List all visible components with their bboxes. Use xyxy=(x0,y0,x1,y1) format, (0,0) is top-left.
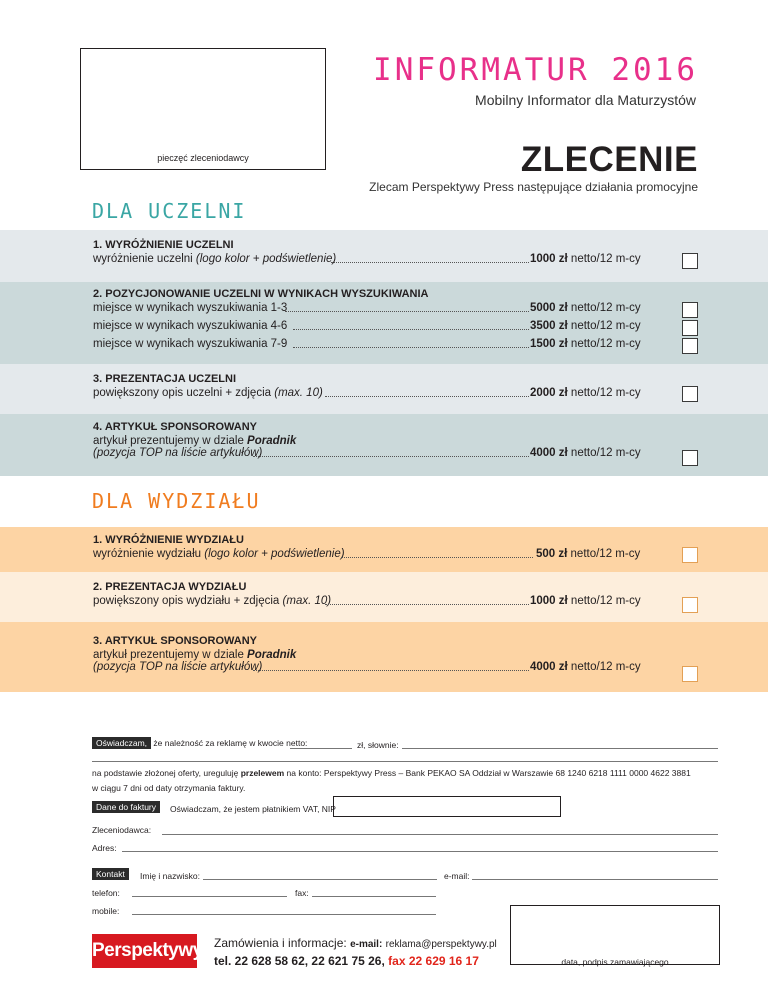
mobile-field[interactable] xyxy=(132,913,436,915)
dotted-leader xyxy=(253,455,529,457)
option-line xyxy=(93,302,768,320)
adres-field[interactable] xyxy=(122,850,718,852)
checkbox-pozycja-7-9[interactable] xyxy=(682,338,698,354)
phone-field[interactable] xyxy=(132,895,287,897)
option-price: 1500 zł netto/12 m-cy xyxy=(530,338,641,350)
oswiadczam-row xyxy=(92,738,307,748)
option-line xyxy=(93,661,768,679)
option-desc-italic: (logo kolor + podświetlenie) xyxy=(195,253,337,265)
zl-slownie-label: zł, słownie: xyxy=(357,740,399,750)
option-desc: miejsce w wynikach wyszukiwania 4-6 xyxy=(93,320,288,332)
option-price: 1000 zł netto/12 m-cy xyxy=(530,595,641,607)
option-desc: wyróżnienie uczelni xyxy=(93,253,193,265)
section-heading-wydzialu: DLA WYDZIAŁU xyxy=(92,489,261,513)
document-title: ZLECENIE xyxy=(520,140,698,179)
option-group-pozycjonowanie xyxy=(0,282,768,364)
checkbox-pozycja-4-6[interactable] xyxy=(682,320,698,336)
dotted-leader xyxy=(341,556,533,558)
email-link[interactable]: reklama@perspektywy.pl xyxy=(385,939,497,950)
dotted-leader xyxy=(293,328,529,330)
option-desc: artykuł prezentujemy w dziale Poradnik xyxy=(93,649,297,661)
name-label: Imię i nazwisko: xyxy=(140,871,200,881)
stamp-box xyxy=(80,48,326,170)
dotted-leader xyxy=(325,603,529,605)
option-desc-italic: (max. 10) xyxy=(282,595,332,607)
option-line xyxy=(93,595,768,613)
option-group-wyroznienie-uczelni xyxy=(0,230,768,282)
perspektywy-logo: Perspektywy xyxy=(92,934,197,968)
option-line xyxy=(93,253,768,271)
option-price: 3500 zł netto/12 m-cy xyxy=(530,320,641,332)
adres-label: Adres: xyxy=(92,843,117,853)
signature-label: data, podpis zamawiającego xyxy=(561,957,669,967)
invoice-tag-row xyxy=(92,802,160,812)
brand-title: INFORMATUR 2016 xyxy=(373,52,698,88)
option-title: 1. WYRÓŻNIENIE WYDZIAŁU xyxy=(93,534,244,546)
option-price: 4000 zł netto/12 m-cy xyxy=(530,661,641,673)
zleceniodawca-label: Zleceniodawca: xyxy=(92,825,152,835)
checkbox-prezentacja-wydzialu[interactable] xyxy=(682,597,698,613)
mobile-label: mobile: xyxy=(92,906,120,916)
option-desc: powiększony opis uczelni + zdjęcia xyxy=(93,387,272,399)
amount-words-field-line2[interactable] xyxy=(92,760,718,762)
amount-words-field[interactable] xyxy=(402,747,718,749)
option-line xyxy=(93,320,768,338)
fax-label: fax: xyxy=(295,888,309,898)
section-heading-uczelni: DLA UCZELNI xyxy=(92,199,247,223)
contact-tag: Kontakt xyxy=(92,868,129,880)
payment-text: na podstawie złożonej oferty, ureguluję przelewem na konto: Perspektywy Press – Bank PEKAO SA Oddział w Warszawie 68 1240 6218 1111 0000 4622 3881 xyxy=(92,768,691,778)
option-price: 500 zł netto/12 m-cy xyxy=(536,548,641,560)
amount-field[interactable] xyxy=(290,747,352,749)
dotted-leader xyxy=(253,669,529,671)
nip-field[interactable] xyxy=(333,796,561,817)
name-field[interactable] xyxy=(203,878,437,880)
option-title: 3. ARTYKUŁ SPONSOROWANY xyxy=(93,635,257,647)
option-desc: artykuł prezentujemy w dziale Poradnik xyxy=(93,435,297,447)
option-title: 4. ARTYKUŁ SPONSOROWANY xyxy=(93,421,257,433)
option-group-artykul-wydzialu xyxy=(0,622,768,692)
checkbox-pozycja-1-3[interactable] xyxy=(682,302,698,318)
signature-box[interactable] xyxy=(510,905,720,965)
option-desc-italic: (max. 10) xyxy=(274,387,323,399)
option-group-wyroznienie-wydzialu xyxy=(0,527,768,572)
dotted-leader xyxy=(293,346,529,348)
fax-field[interactable] xyxy=(312,895,436,897)
option-desc: wyróżnienie wydziału xyxy=(93,548,202,560)
payment-deadline: w ciągu 7 dni od daty otrzymania faktury. xyxy=(92,783,246,793)
brand-subtitle: Mobilny Informator dla Maturzystów xyxy=(475,92,696,108)
email-label: e-mail: xyxy=(444,871,470,881)
stamp-label: pieczęć zleceniodawcy xyxy=(157,153,249,163)
option-title: 2. PREZENTACJA WYDZIAŁU xyxy=(93,581,247,593)
email-field[interactable] xyxy=(472,878,718,880)
phone-info: tel. 22 628 58 62, 22 621 75 26, fax 22 629 16 17 xyxy=(214,954,479,968)
option-price: 5000 zł netto/12 m-cy xyxy=(530,302,641,314)
dotted-leader xyxy=(331,261,529,263)
option-price: 4000 zł netto/12 m-cy xyxy=(530,447,641,459)
oswiadczam-text: że należność za reklamę w kwocie netto: xyxy=(153,738,308,748)
invoice-tag: Dane do faktury xyxy=(92,801,160,813)
checkbox-prezentacja-uczelni[interactable] xyxy=(682,386,698,402)
option-line xyxy=(93,548,768,566)
option-desc: powiększony opis wydziału + zdjęcia xyxy=(93,595,280,607)
oswiadczam-tag: Oświadczam, xyxy=(92,737,151,749)
option-group-artykul-uczelni xyxy=(0,414,768,476)
option-desc-italic: (pozycja TOP na liście artykułów) xyxy=(93,447,263,459)
document-subtitle: Zlecam Perspektywy Press następujące działania promocyjne xyxy=(369,180,698,194)
checkbox-wyroznienie-uczelni[interactable] xyxy=(682,253,698,269)
phone-label: telefon: xyxy=(92,888,120,898)
checkbox-artykul-uczelni[interactable] xyxy=(682,450,698,466)
option-title: 1. WYRÓŻNIENIE UCZELNI xyxy=(93,239,234,251)
option-price: 2000 zł netto/12 m-cy xyxy=(530,387,641,399)
orders-info: Zamówienia i informacje: e-mail: reklama@perspektywy.pl xyxy=(214,936,497,950)
option-desc: miejsce w wynikach wyszukiwania 1-3 xyxy=(93,302,288,314)
option-line xyxy=(93,387,768,405)
zleceniodawca-field[interactable] xyxy=(162,833,718,835)
option-desc: miejsce w wynikach wyszukiwania 7-9 xyxy=(93,338,288,350)
option-title: 3. PREZENTACJA UCZELNI xyxy=(93,373,237,385)
option-desc-italic: (pozycja TOP na liście artykułów) xyxy=(93,661,263,673)
option-group-prezentacja-wydzialu xyxy=(0,572,768,622)
option-title: 2. POZYCJONOWANIE UCZELNI W WYNIKACH WYSZUKIWANIA xyxy=(93,288,429,300)
option-line xyxy=(93,447,768,465)
checkbox-artykul-wydzialu[interactable] xyxy=(682,666,698,682)
option-desc-italic: (logo kolor + podświetlenie) xyxy=(204,548,345,560)
contact-tag-row xyxy=(92,869,129,879)
dotted-leader xyxy=(285,310,529,312)
option-line xyxy=(93,338,768,356)
dotted-leader xyxy=(325,395,529,397)
option-price: 1000 zł netto/12 m-cy xyxy=(530,253,641,265)
vat-text: Oświadczam, że jestem płatnikiem VAT, NIP xyxy=(170,804,336,814)
checkbox-wyroznienie-wydzialu[interactable] xyxy=(682,547,698,563)
option-group-prezentacja-uczelni xyxy=(0,364,768,414)
